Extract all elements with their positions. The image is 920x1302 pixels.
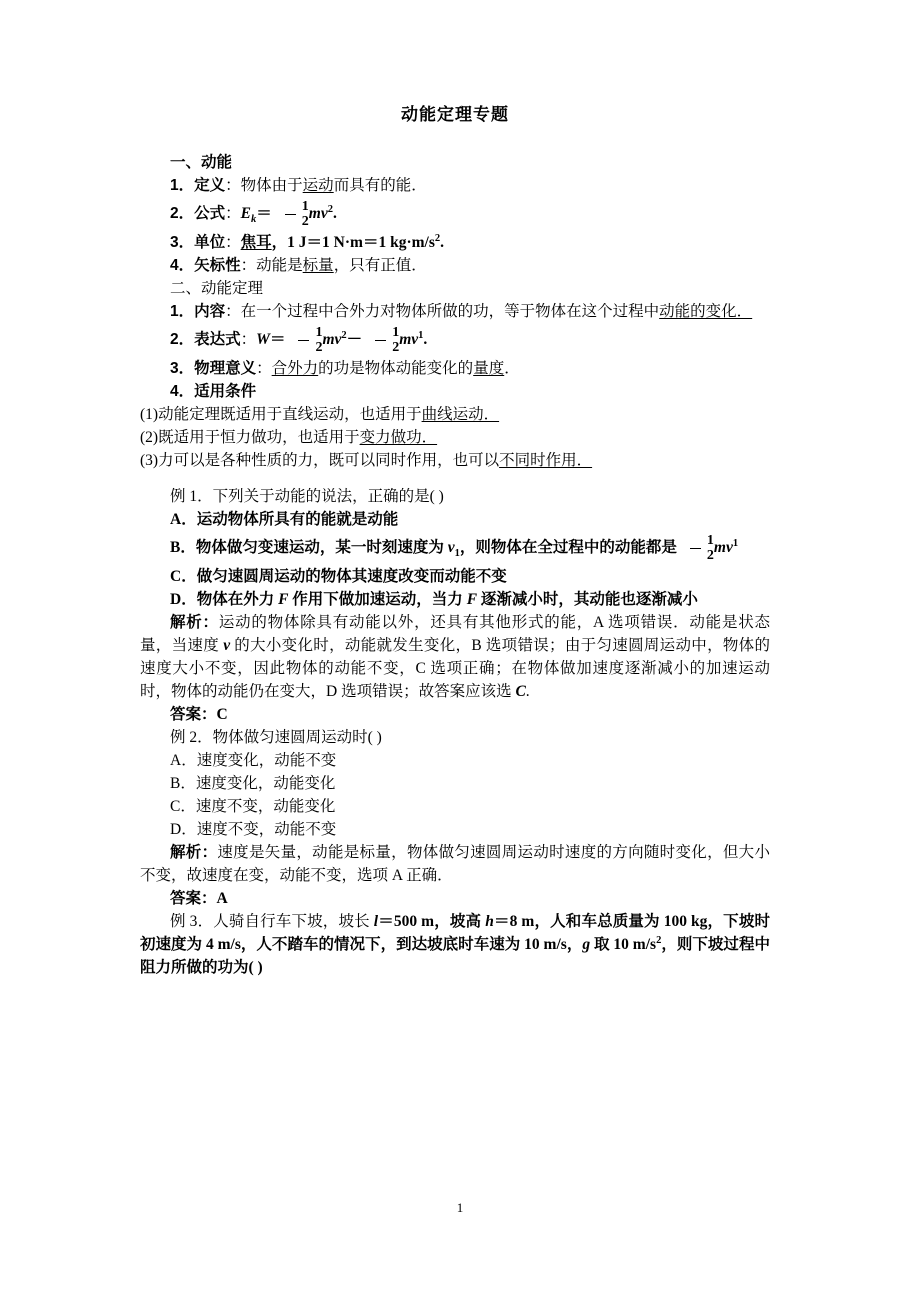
formula-equals: ＝	[256, 205, 272, 222]
option-text-part2: 作用下做加速运动，当力	[288, 591, 467, 608]
answer-label: 答案	[170, 890, 202, 907]
stem-part2: ＝500 m，坡高	[378, 913, 486, 930]
example2-analysis	[140, 841, 770, 887]
spacer	[140, 472, 770, 485]
analysis-text: 速度是矢量，动能是标量，物体做匀速圆周运动时速度的方向随时变化，但大小不变，故速度在变，动能不变，选项 A 正确．	[140, 844, 770, 884]
section1-item2	[140, 197, 770, 231]
example1-option-d	[140, 588, 770, 611]
document-body	[140, 100, 770, 979]
formula-power-2: 1	[418, 329, 424, 341]
item-underlined: 标量	[302, 257, 334, 274]
example1-option-b	[140, 531, 770, 565]
example1-option-c: C．做匀速圆周运动的物体其速度改变而动能不变	[170, 568, 507, 585]
analysis-answer-letter: C	[515, 683, 526, 700]
example3-stem	[140, 910, 770, 979]
formula-power: 2	[327, 203, 333, 215]
item-number: 2．	[170, 331, 195, 348]
page-number: 1	[456, 1200, 464, 1215]
colon: ：	[225, 177, 241, 194]
formula-mv: mv	[308, 205, 328, 222]
example2-answer	[140, 887, 770, 910]
formula-term-2: mv	[399, 331, 419, 348]
condition-text: (1)动能定理既适用于直线运动，也适用于	[140, 406, 422, 423]
fraction-denominator: 2	[315, 339, 323, 355]
unit-power: 2	[656, 934, 662, 946]
section1-item1	[140, 174, 770, 197]
fraction-one-half	[677, 534, 714, 563]
colon: ：	[240, 331, 257, 348]
fraction-denominator: 2	[706, 547, 714, 563]
item-underlined: 运动	[302, 177, 334, 194]
section2-heading: 二、动能定理	[170, 280, 264, 297]
fraction-numerator: 1	[315, 324, 323, 340]
item-text-before: 在一个过程中合外力对物体所做的功，等于物体在这个过程中	[240, 303, 660, 320]
option-text-part3: 逐渐减小时，其动能也逐渐减小	[477, 591, 698, 608]
item-number: 1．	[170, 303, 195, 320]
item-label: 公式	[194, 205, 226, 222]
analysis-label: 解析	[170, 844, 202, 861]
colon: ：	[225, 205, 241, 222]
section2-item4	[140, 380, 770, 403]
item-label: 适用条件	[194, 383, 257, 400]
fraction-denominator: 2	[392, 339, 400, 355]
item-label: 表达式	[194, 331, 241, 348]
answer-colon: ：	[201, 890, 217, 907]
stem-part3: ＝8 m，人和车总质量为 100 kg，下坡时初速度为 4 m/s，人不踏车的情况下，到达坡底时车速为 10 m/s，	[140, 913, 770, 953]
condition-underlined: 不同时作用．	[499, 452, 593, 469]
example1-stem: 例 1．下列关于动能的说法，正确的是( )	[170, 488, 444, 505]
item-text-after: ，1 J＝1 N·m＝1 kg·m/s	[271, 234, 435, 251]
option-variable-subscript: 1	[454, 548, 460, 560]
example2-option-d: D．速度不变，动能不变	[170, 821, 337, 838]
condition-underlined: 变力做功．	[359, 429, 438, 446]
formula-equals: ＝	[269, 331, 286, 348]
item-number: 3．	[170, 360, 195, 377]
fraction-one-half-second	[362, 326, 399, 355]
formula-term-1: mv	[322, 331, 342, 348]
analysis-text-1: 运动的物体除具有动能以外，还具有其他形式的能，A 选项错误．动能是状态量，当速度	[140, 614, 770, 654]
section1-heading: 一、动能	[170, 154, 233, 171]
unit-power: 2	[434, 232, 441, 244]
example1-analysis	[140, 611, 770, 703]
option-text-part2: ，则物体在全过程中的动能都是	[459, 539, 677, 556]
section2-item3	[140, 357, 770, 380]
option-formula-mv: mv	[713, 539, 733, 556]
fraction-numerator: 1	[706, 532, 714, 548]
item-period: ．	[504, 360, 520, 377]
item-number: 4．	[170, 257, 195, 274]
item-label: 矢标性	[194, 257, 241, 274]
item-label: 物理意义	[194, 360, 257, 377]
item-label: 内容	[194, 303, 226, 320]
analysis-text-2: 的大小变化时，动能就发生变化，B 选项错误；由于匀速圆周运动中，物体的速度大小不变，因此物体的动能不变，C 选项正确；在物体做加速度逐渐减小的加速运动时，物体的动能仍在变大，D 选项错误；故答案应该选	[140, 637, 770, 700]
colon: ：	[225, 234, 241, 251]
condition-text: (2)既适用于恒力做功，也适用于	[140, 429, 360, 446]
formula-power-1: 2	[341, 329, 347, 341]
item-text-before: 动能是	[256, 257, 303, 274]
example2-option-a: A．速度变化，动能不变	[170, 752, 337, 769]
formula-period: .	[423, 331, 428, 348]
item-text-after: ，只有正值．	[333, 257, 427, 274]
item-underlined: 动能的变化．	[659, 303, 753, 320]
example2-option-c: C．速度不变，动能变化	[170, 798, 336, 815]
item-text-mid: 的功是物体动能变化的	[318, 360, 474, 377]
item-label: 单位	[194, 234, 226, 251]
item-text-before: 物体由于	[240, 177, 303, 194]
example2-option-b: B．速度变化，动能变化	[170, 775, 336, 792]
answer-label: 答案	[170, 706, 202, 723]
item-number: 3．	[170, 234, 195, 251]
answer-value: C	[216, 706, 228, 723]
analysis-period: .	[525, 683, 530, 700]
stem-part5: ，则下坡过程中阻力所做的功为( )	[140, 936, 770, 976]
condition-text: (3)力可以是各种性质的力，既可以同时作用，也可以	[140, 452, 500, 469]
option-variable-f1: F	[278, 591, 289, 608]
option-formula-power: 1	[732, 537, 739, 549]
example2-stem: 例 2．物体做匀速圆周运动时( )	[170, 729, 382, 746]
item-number: 2．	[170, 205, 195, 222]
option-variable-v: v	[447, 539, 455, 556]
condition-item-2	[140, 426, 770, 449]
fraction-numerator: 1	[392, 324, 400, 340]
colon: ：	[225, 303, 241, 320]
option-text-part1: B．物体做匀变速运动，某一时刻速度为	[170, 539, 448, 556]
option-variable-f2: F	[466, 591, 478, 608]
formula-period: .	[332, 205, 337, 222]
answer-value: A	[216, 890, 228, 907]
section1-item4	[140, 254, 770, 277]
condition-item-3	[140, 449, 770, 472]
fraction-one-half-first	[285, 326, 322, 355]
item-number: 1．	[170, 177, 195, 194]
analysis-colon: ：	[201, 844, 218, 861]
item-label: 定义	[194, 177, 226, 194]
fraction-numerator: 1	[301, 198, 309, 214]
variable-l: l	[373, 913, 379, 930]
item-text-after: 而具有的能．	[333, 177, 427, 194]
section2-item1	[140, 300, 770, 323]
example1-option-a: A．运动物体所具有的能就是动能	[170, 511, 399, 528]
formula-symbol-w: W	[256, 331, 270, 348]
fraction-one-half	[272, 200, 309, 229]
item-underlined: 焦耳	[240, 234, 272, 251]
condition-underlined: 曲线运动．	[421, 406, 500, 423]
stem-part1: 例 3．人骑自行车下坡，坡长	[170, 913, 374, 930]
condition-item-1	[140, 403, 770, 426]
item-number: 4．	[170, 383, 195, 400]
analysis-colon: ：	[202, 614, 219, 631]
item-period: .	[440, 234, 445, 251]
item-underlined-1: 合外力	[271, 360, 319, 377]
formula-symbol-ek: E	[240, 205, 251, 222]
colon: ：	[256, 360, 272, 377]
formula-subscript: k	[251, 214, 257, 226]
section1-item3	[140, 231, 770, 254]
analysis-label: 解析	[170, 614, 203, 631]
section2-item2	[140, 323, 770, 357]
page-title: 动能定理专题	[401, 105, 509, 124]
stem-part4: 取 10 m/s	[590, 936, 657, 953]
colon: ：	[240, 257, 257, 274]
variable-h: h	[485, 913, 494, 930]
formula-minus: －	[346, 331, 363, 348]
option-text-part1: D．物体在外力	[170, 591, 279, 608]
variable-g: g	[582, 936, 591, 953]
item-underlined-2: 量度	[473, 360, 505, 377]
answer-colon: ：	[201, 706, 217, 723]
analysis-variable-v: v	[223, 637, 231, 654]
fraction-denominator: 2	[301, 213, 309, 229]
example1-answer	[140, 703, 770, 726]
